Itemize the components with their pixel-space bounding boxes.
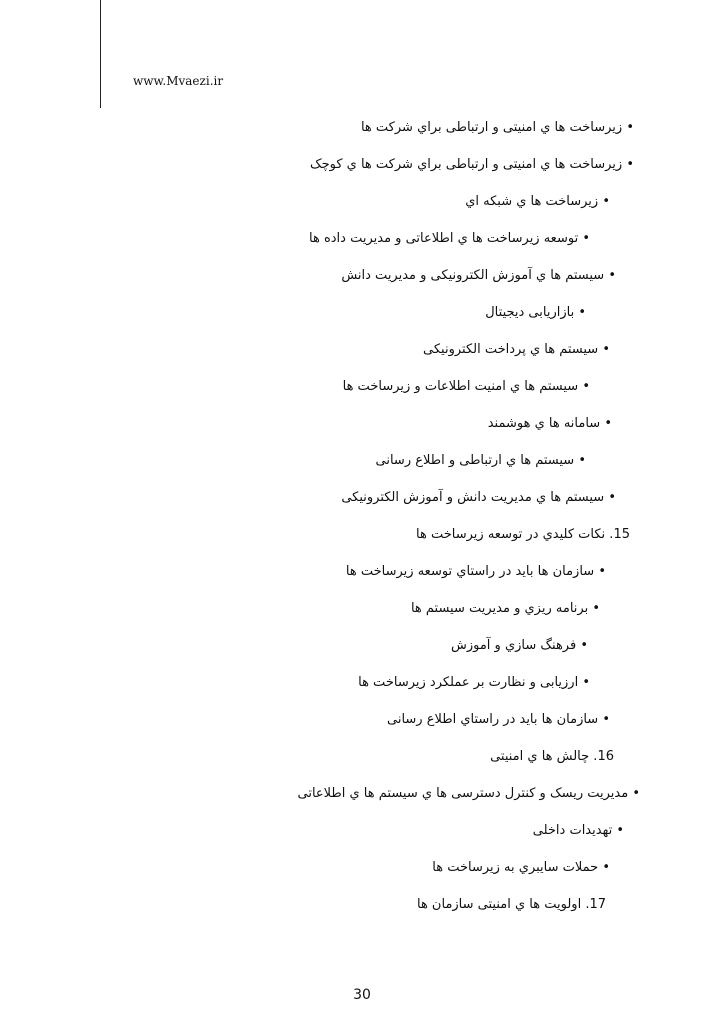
- text-line: • ارزیابی و نظارت بر عملکرد زیرساخت ها: [358, 675, 590, 690]
- text-line: • سیستم ها ي امنیت اطلاعات و زیرساخت ها: [342, 379, 590, 394]
- text-line: • سیستم ها ي مدیریت دانش و آموزش الکترونیکی: [341, 490, 616, 505]
- margin-rule: [100, 0, 101, 108]
- text-line: • حملات سایبري به زیرساخت ها: [432, 860, 610, 875]
- text-line: • برنامه ریزي و مدیریت سیستم ها: [410, 601, 600, 616]
- text-line: 15. نکات کلیدي در توسعه زیرساخت ها: [416, 527, 630, 542]
- text-line: • زیرساخت ها ي امنیتی و ارتباطی براي شرکت ها: [360, 120, 634, 135]
- text-line: • مدیریت ریسک و کنترل دسترسی ها ي سیستم ها ي اطلاعاتی: [297, 786, 640, 801]
- text-line: • بازاریابی دیجیتال: [485, 305, 586, 320]
- text-line: • سازمان ها باید در راستاي اطلاع رسانی: [387, 712, 610, 727]
- text-line: 17. اولویت ها ي امنیتی سازمان ها: [416, 897, 606, 912]
- text-line: • توسعه زیرساخت ها ي اطلاعاتی و مدیریت داده ها: [309, 231, 590, 246]
- text-line: • زیرساخت ها ي شبکه اي: [465, 194, 610, 209]
- text-line: • زیرساخت ها ي امنیتی و ارتباطی براي شرکت ها ي کوچک: [309, 157, 634, 172]
- text-line: • سیستم ها ي پرداخت الکترونیکی: [423, 342, 610, 357]
- text-line: • سامانه ها ي هوشمند: [487, 416, 612, 431]
- text-line: • سیستم ها ي آموزش الکترونیکی و مدیریت دانش: [341, 268, 616, 283]
- page-number: 30: [353, 987, 371, 1003]
- text-line: • فرهنگ سازي و آموزش: [450, 638, 588, 653]
- text-line: • سازمان ها باید در راستاي توسعه زیرساخت ها: [345, 564, 606, 579]
- text-line: • سیستم ها ي ارتباطی و اطلاع رسانی: [375, 453, 586, 468]
- site-url: www.Mvaezi.ir: [133, 74, 224, 88]
- text-line: • تهدیدات داخلی: [532, 823, 624, 838]
- text-line: 16. چالش ها ي امنیتی: [490, 749, 614, 764]
